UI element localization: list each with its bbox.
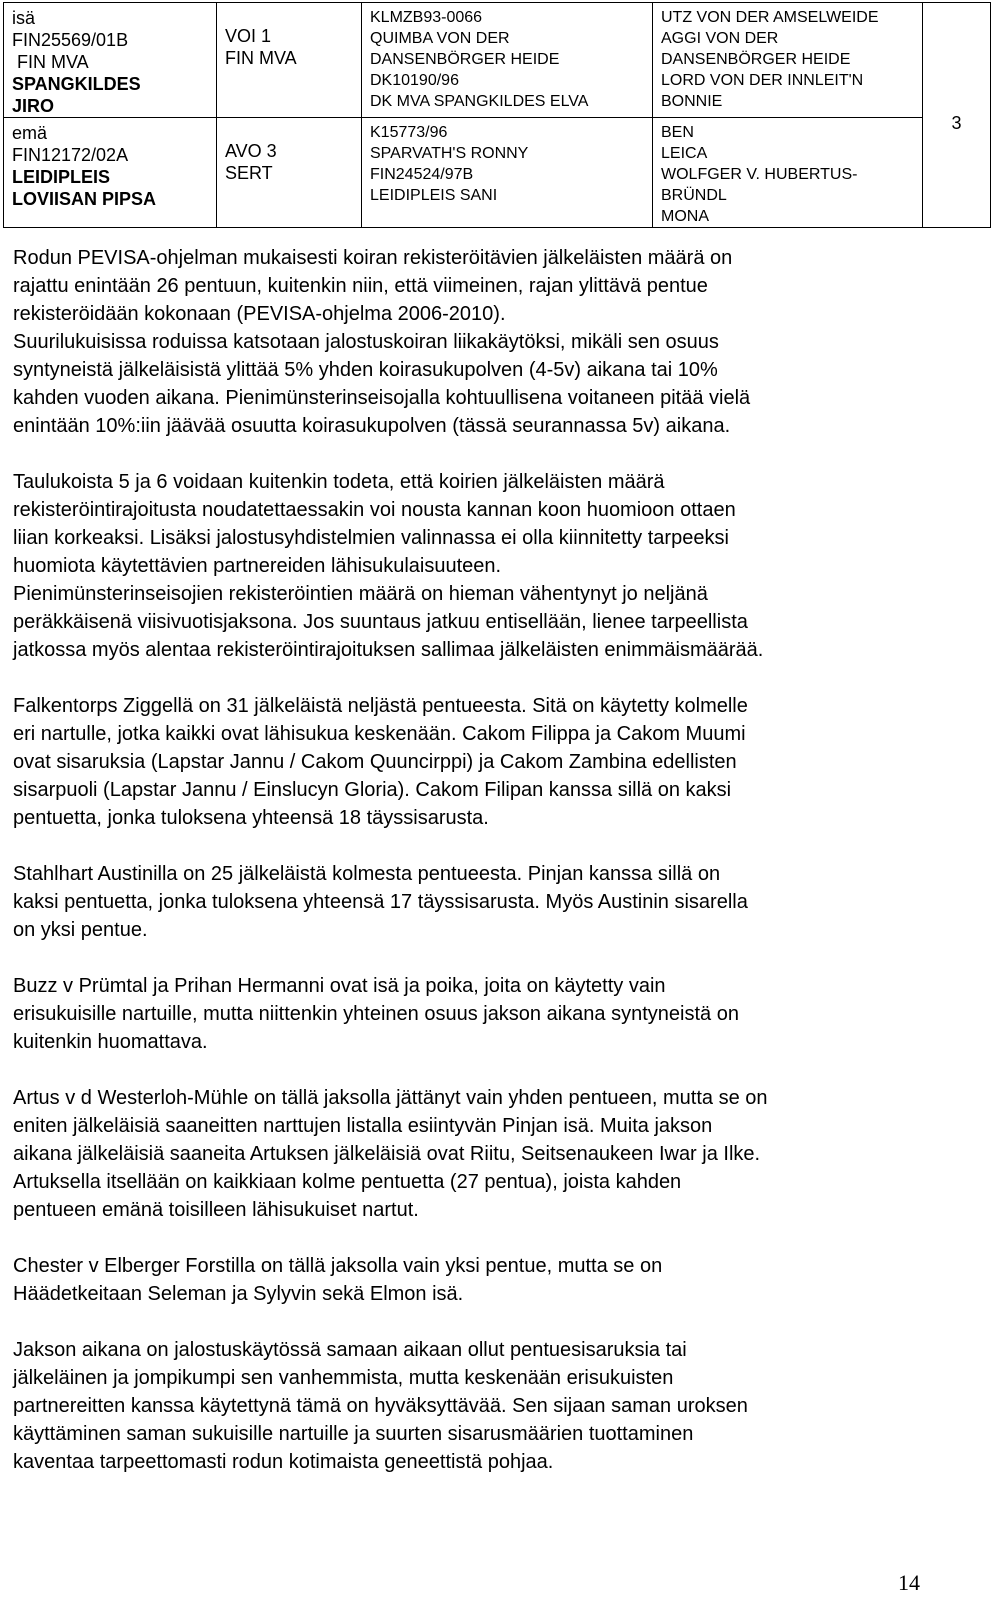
sire-parent-line: KLMZB93-0066 bbox=[370, 9, 483, 26]
sire-grandparent-line: UTZ VON DER AMSELWEIDE bbox=[661, 9, 879, 26]
paragraph-conclusion: Jakson aikana on jalostuskäytössä samaan aikaan ollut pentuesisaruksia tai jälkeläinen ja jompikumpi sen vanhemmista, mutta keskenään erisukuisten partnereitten kanssa käytettynä tämä on hyväksyttävää. Sen sijaan saman uroksen käyttäminen saman sukuisille nartuille ja suurten sisarusmäärien tuottaminen kaventaa tarpeettomasti rodun kotimaista geneettistä pohjaa. bbox=[13, 1339, 748, 1473]
sire-parents-cell bbox=[362, 3, 653, 118]
paragraph-pevisa: Rodun PEVISA-ohjelman mukaisesti koiran rekisteröitävien jälkeläisten määrä on rajattu enintään 26 pentuun, kuitenkin niin, että viimeinen, rajan ylittävä pentue rekisteröidään kokonaan (PEVISA-ohjelma 2006-2010). Suurilukuisissa roduissa katsotaan jalostuskoiran liikakäytöksi, mikäli sen osuus syntyneistä jälkeläisistä ylittää 5% yhden koirasukupolven (4-5v) aikana tai 10% kahden vuoden aikana. Pienimünsterinseisojalla kohtuullisena voitaneen pitää vielä enintään 10%:iin jäävää osuutta koirasukupolven (tässä seurannassa 5v) aikana. bbox=[13, 247, 751, 437]
sire-parent-line: DANSENBÖRGER HEIDE bbox=[370, 51, 560, 68]
dam-grandparent-line: BEN bbox=[661, 124, 694, 141]
sire-grandparent-line: BONNIE bbox=[661, 93, 723, 110]
sire-parent-line: DK10190/96 bbox=[370, 72, 459, 89]
sire-titles-cell bbox=[217, 3, 362, 118]
dam-grandparent-line: BRÜNDL bbox=[661, 187, 727, 204]
pedigree-row-sire bbox=[4, 3, 991, 118]
sire-parent-line: QUIMBA VON DER bbox=[370, 30, 510, 47]
paragraph-chester: Chester v Elberger Forstilla on tällä jaksolla vain yksi pentue, mutta se on Häädetkeitaan Seleman ja Sylyvin sekä Elmon isä. bbox=[13, 1255, 663, 1305]
dam-reg: FIN12172/02A bbox=[12, 145, 129, 165]
dam-grandparent-line: LEICA bbox=[661, 145, 708, 162]
dam-cell bbox=[4, 118, 217, 228]
sire-name-2: JIRO bbox=[12, 96, 55, 116]
dam-titles-1: AVO 3 bbox=[225, 141, 277, 161]
sire-name-1: SPANGKILDES bbox=[12, 74, 141, 94]
dam-parent-line: FIN24524/97B bbox=[370, 166, 474, 183]
dam-titles-2: SERT bbox=[225, 163, 273, 183]
sire-titles-2: FIN MVA bbox=[225, 48, 297, 68]
dam-name-2: LOVIISAN PIPSA bbox=[12, 189, 157, 209]
sire-title: FIN MVA bbox=[12, 52, 89, 72]
sire-grandparent-line: AGGI VON DER bbox=[661, 30, 779, 47]
document-body bbox=[13, 244, 933, 1504]
paragraph-austin: Stahlhart Austinilla on 25 jälkeläistä kolmesta pentueesta. Pinjan kanssa sillä on kaksi pentuetta, jonka tuloksena yhteensä 17 täyssisarusta. Myös Austinin sisarella on yksi pentue. bbox=[13, 863, 748, 941]
sire-label: isä bbox=[12, 8, 36, 28]
dam-grandparents-cell bbox=[653, 118, 923, 228]
dam-parent-line: LEIDIPLEIS SANI bbox=[370, 187, 498, 204]
dam-name-1: LEIDIPLEIS bbox=[12, 167, 111, 187]
dam-titles-cell bbox=[217, 118, 362, 228]
paragraph-tables: Taulukoista 5 ja 6 voidaan kuitenkin todeta, että koirien jälkeläisten määrä rekisteröintirajoitusta noudatettaessakin voi nousta kannan koon huomioon ottaen liian korkeaksi. Lisäksi jalostusyhdistelmien valinnassa ei olla kiinnitetty tarpeeksi huomiota käytettävien partnereiden lähisukulaisuuteen. Pienimünsterinseisojien rekisteröintien määrä on hieman vähentynyt jo neljänä peräkkäisenä viisivuotisjaksona. Jos suuntaus jatkuu entisellään, lienee tarpeellista jatkossa myös alentaa rekisteröintirajoituksen sallimaa jälkeläisten enimmäismäärää. bbox=[13, 471, 764, 661]
dam-parent-line: K15773/96 bbox=[370, 124, 448, 141]
dam-grandparent-line: MONA bbox=[661, 208, 709, 225]
sire-grandparents-cell bbox=[653, 3, 923, 118]
paragraph-buzz: Buzz v Prümtal ja Prihan Hermanni ovat isä ja poika, joita on käytetty vain erisukuisille nartuille, mutta niittenkin yhteinen osuus jakson aikana syntyneistä on kuitenkin huomattava. bbox=[13, 975, 739, 1053]
pedigree-row-dam bbox=[4, 118, 991, 228]
paragraph-artus: Artus v d Westerloh-Mühle on tällä jaksolla jättänyt vain yhden pentueen, mutta se on eniten jälkeläisiä saaneitten narttujen listalla esiintyvän Pinjan isä. Muita jakson aikana jälkeläisiä saaneita Artuksen jälkeläisiä ovat Riitu, Seitsenaukeen Iwar ja Ilke. Artuksella itsellään on kaikkiaan kolme pentuetta (27 pentua), joista kahden pentueen emänä toisilleen lähisukuiset nartut. bbox=[13, 1087, 768, 1221]
pedigree-table bbox=[3, 2, 991, 228]
paragraph-ziggel: Falkentorps Ziggellä on 31 jälkeläistä neljästä pentueesta. Sitä on käytetty kolmelle eri nartulle, jotka kaikki ovat lähisukua keskenään. Cakom Filippa ja Cakom Muumi ovat sisaruksia (Lapstar Jannu / Cakom Quuncirppi) ja Cakom Zambina edellisten sisarpuoli (Lapstar Jannu / Einslucyn Gloria). Cakom Filipan kanssa sillä on kaksi pentuetta, jonka tuloksena yhteensä 18 täyssisarusta. bbox=[13, 695, 748, 829]
sire-parent-line: DK MVA SPANGKILDES ELVA bbox=[370, 93, 589, 110]
count-value: 3 bbox=[951, 113, 962, 133]
dam-grandparent-line: WOLFGER V. HUBERTUS- bbox=[661, 166, 858, 183]
count-cell bbox=[923, 3, 991, 228]
page-number: 14 bbox=[898, 1570, 920, 1595]
sire-grandparent-line: LORD VON DER INNLEIT'N bbox=[661, 72, 864, 89]
dam-parent-line: SPARVATH'S RONNY bbox=[370, 145, 529, 162]
dam-label: emä bbox=[12, 123, 48, 143]
dam-parents-cell bbox=[362, 118, 653, 228]
sire-cell bbox=[4, 3, 217, 118]
sire-grandparent-line: DANSENBÖRGER HEIDE bbox=[661, 51, 851, 68]
sire-reg: FIN25569/01B bbox=[12, 30, 129, 50]
sire-titles-1: VOI 1 bbox=[225, 26, 272, 46]
